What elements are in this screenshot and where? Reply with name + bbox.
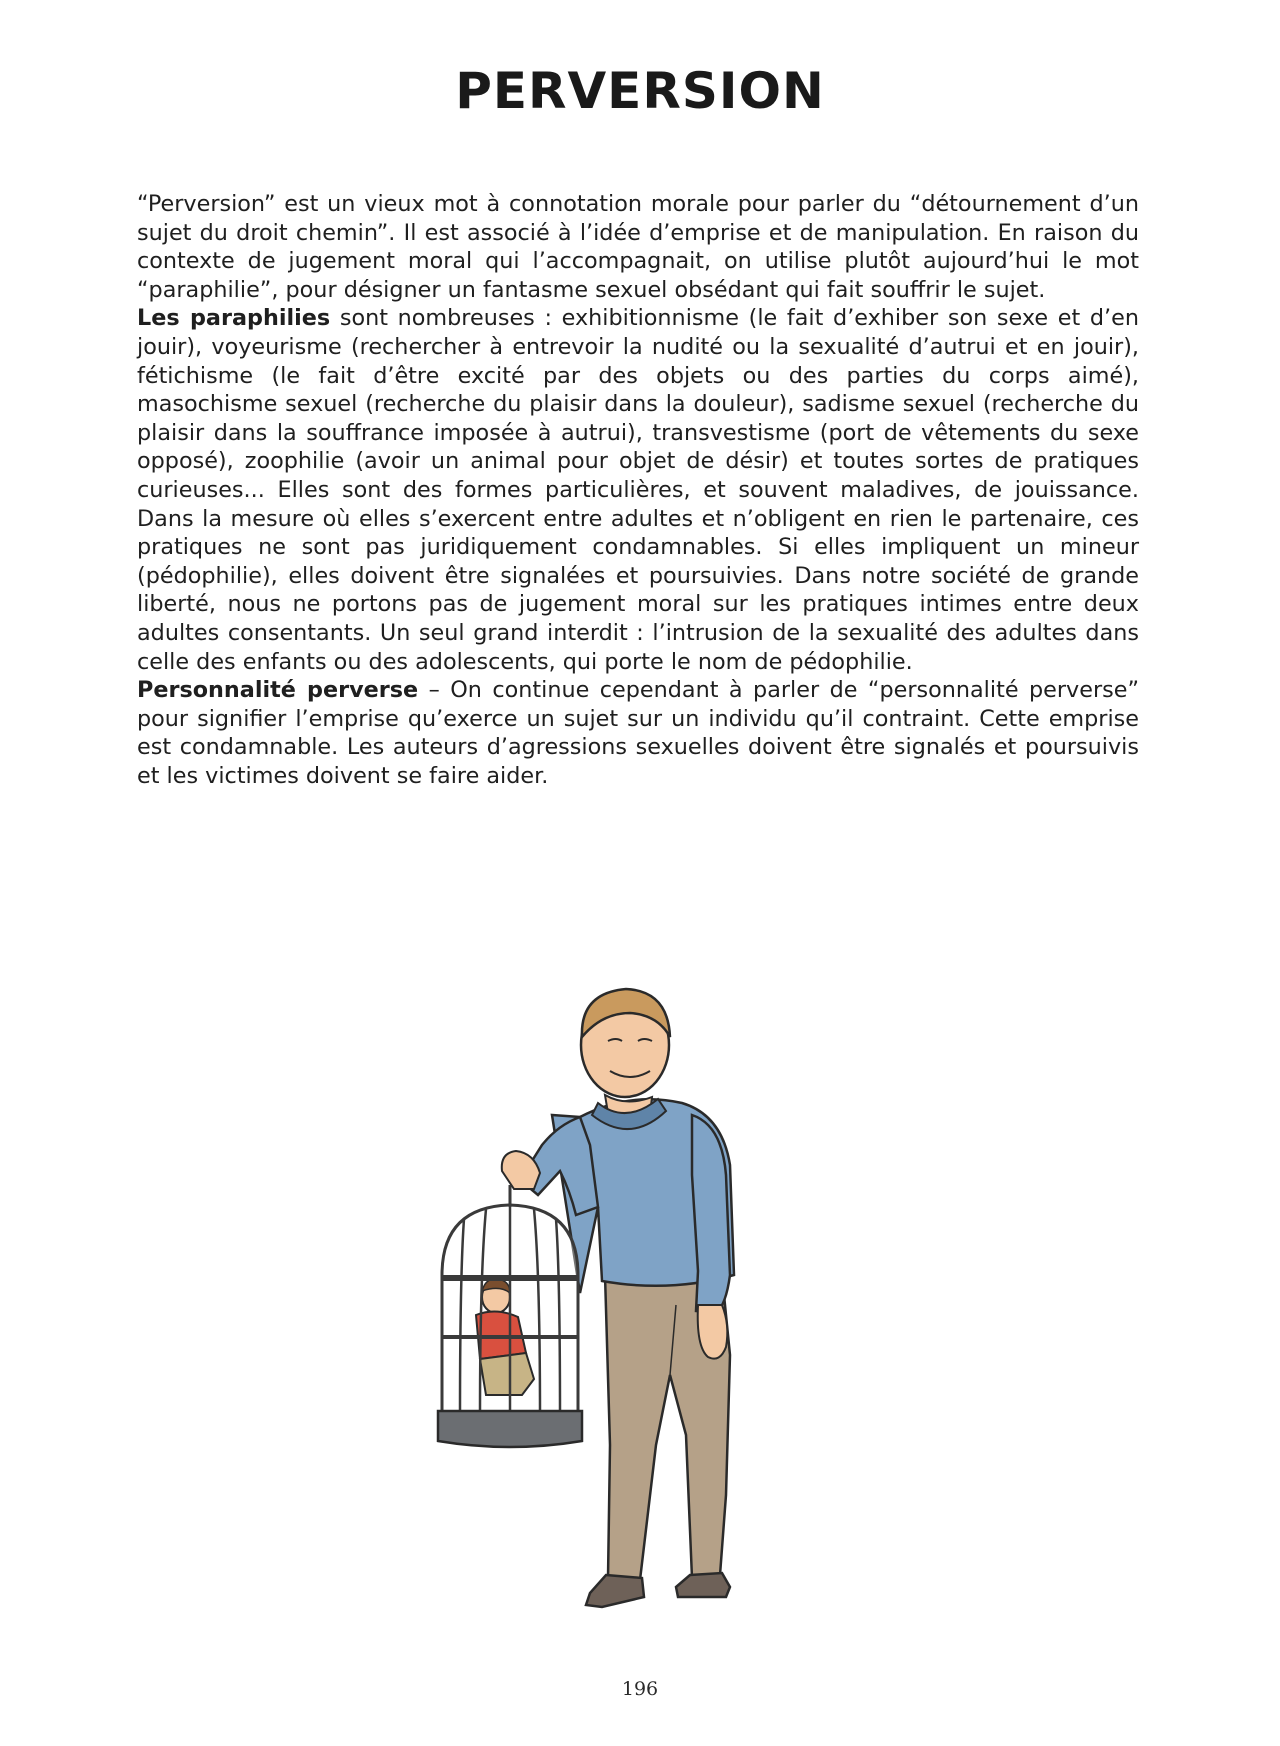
child-legs <box>480 1353 534 1395</box>
intro-paragraph: “Perversion” est un vieux mot à connotation morale pour parler du “détournement d’un sujet du droit chemin”. Il est associé à l’idée d’emprise et de manipulation. En raison du contexte de jugement moral qui l’accompagnait, on utilise plutôt aujourd’hui le mot “paraphilie”, pour désigner un fantasme sexuel obsédant qui fait souffrir le sujet. <box>137 191 1139 303</box>
hanging-hand <box>698 1305 728 1359</box>
page-number: 196 <box>621 1678 659 1700</box>
personnalite-text: – On continue cependant à parler de “personnalité perverse” pour signifier l’emprise qu’exerce un sujet sur un individu qu’il contraint. Cette emprise est condamnable. Les auteurs d’agressions sexuelles doivent être signalés et poursuivis et les victimes doivent se faire aider. <box>137 677 1139 789</box>
personnalite-paragraph <box>137 676 1139 790</box>
man-holding-birdcage-illustration <box>430 975 810 1625</box>
article-body <box>137 190 1139 790</box>
cage-base <box>438 1411 582 1447</box>
paraphilies-term: Les paraphilies <box>137 305 331 332</box>
right-shoe <box>676 1573 730 1597</box>
page-title: PERVERSION <box>455 62 825 120</box>
personnalite-term: Personnalité perverse <box>137 677 419 704</box>
paraphilies-text: sont nombreuses : exhibitionnisme (le fait d’exhiber son sexe et d’en jouir), voyeurisme (rechercher à entrevoir la nudité ou la sexualité d’autrui et en jouir), fétichisme (le fait d’être excité par des objets ou des parties du corps aimé), masochisme sexuel (recherche du plaisir dans la douleur), sadisme sexuel (recherche du plaisir dans la souffrance imposée à autrui), transvestisme (port de vêtements du sexe opposé), zoophilie (avoir un animal pour objet de désir) et toutes sortes de pratiques curieuses... Elles sont des formes particulières, et souvent maladives, de jouissance. Dans la mesure où elles s’exercent entre adultes et n’obligent en rien le partenaire, ces pratiques ne sont pas juridiquement condamnables. Si elles impliquent un mineur (pédophilie), elles doivent être signalées et poursuivies. Dans notre société de grande liberté, nous ne portons pas de jugement moral sur les pratiques intimes entre deux adultes consentants. Un seul grand interdit : l’intrusion de la sexualité des adultes dans celle des enfants ou des adolescents, qui porte le nom de pédophilie. <box>137 305 1139 675</box>
left-shoe <box>586 1575 644 1607</box>
paraphilies-paragraph <box>137 304 1139 676</box>
birdcage <box>438 1185 582 1447</box>
